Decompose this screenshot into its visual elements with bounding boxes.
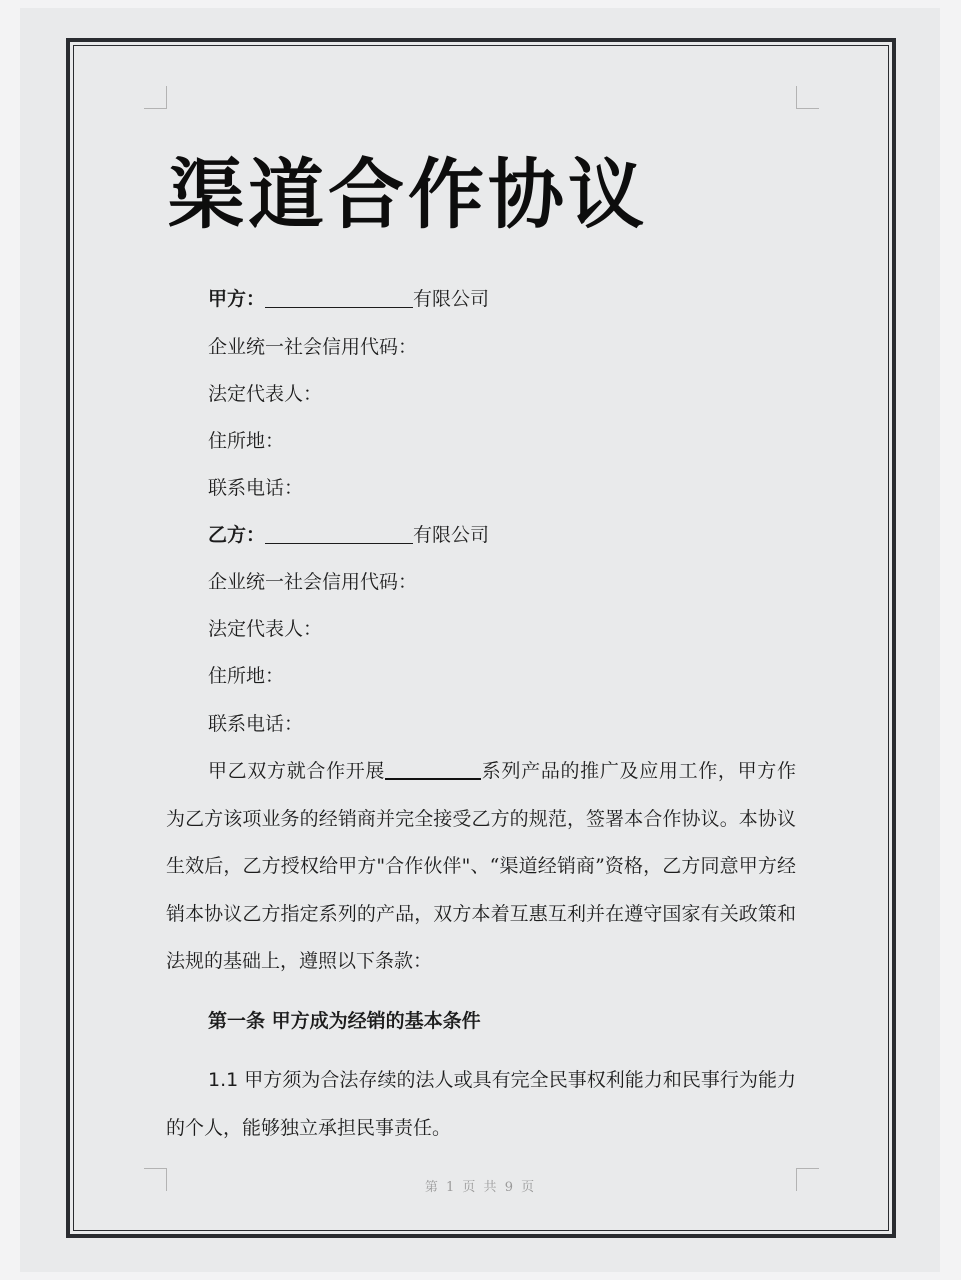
party-b-credit-code: 企业统一社会信用代码： [208, 571, 418, 593]
intro-text-part2: 系列产品的推广及应用工作，甲方作为乙方该项业务的经销商并完全接受乙方的规范，签署本合作协议。本协议生效后，乙方授权给甲方"合作伙伴"、“渠道经销商”资格，乙方同意甲方经销本协议乙方指定系列的产品，双方本着互惠互利并在遵守国家有关政策和法规的基础上，遵照以下条款： [166, 760, 796, 972]
party-b-company-suffix: 有限公司 [413, 524, 490, 546]
party-a-label: 甲方： [208, 288, 266, 310]
crop-mark-top-right [796, 86, 819, 109]
intro-paragraph [166, 748, 796, 986]
article-1-heading: 第一条 甲方成为经销的基本条件 [208, 1010, 481, 1032]
product-series-blank [385, 758, 481, 780]
party-b-label: 乙方： [208, 524, 266, 546]
party-a-address: 住所地： [208, 430, 285, 452]
crop-mark-top-left [144, 86, 167, 109]
clause-1-1 [166, 1057, 796, 1152]
clause-1-1-text: 甲方须为合法存续的法人或具有完全民事权利能力和民事行为能力的个人，能够独立承担民事责任。 [166, 1069, 796, 1139]
party-b-address: 住所地： [208, 665, 285, 687]
party-a-line [208, 284, 489, 314]
page-indicator: 第 1 页 共 9 页 [424, 1180, 537, 1195]
clause-1-1-number: 1.1 [208, 1069, 239, 1091]
party-a-phone: 联系电话： [208, 477, 304, 499]
party-a-legal-rep: 法定代表人： [208, 383, 323, 405]
intro-text-part1: 甲乙双方就合作开展 [208, 760, 386, 782]
party-a-credit-code: 企业统一社会信用代码： [208, 336, 418, 358]
party-b-line [208, 520, 489, 550]
party-a-name-blank [265, 287, 413, 308]
party-b-name-blank [265, 523, 413, 544]
party-b-phone: 联系电话： [208, 713, 304, 735]
party-a-company-suffix: 有限公司 [413, 288, 490, 310]
document-title: 渠道合作协议 [168, 150, 648, 239]
party-b-legal-rep: 法定代表人： [208, 618, 323, 640]
